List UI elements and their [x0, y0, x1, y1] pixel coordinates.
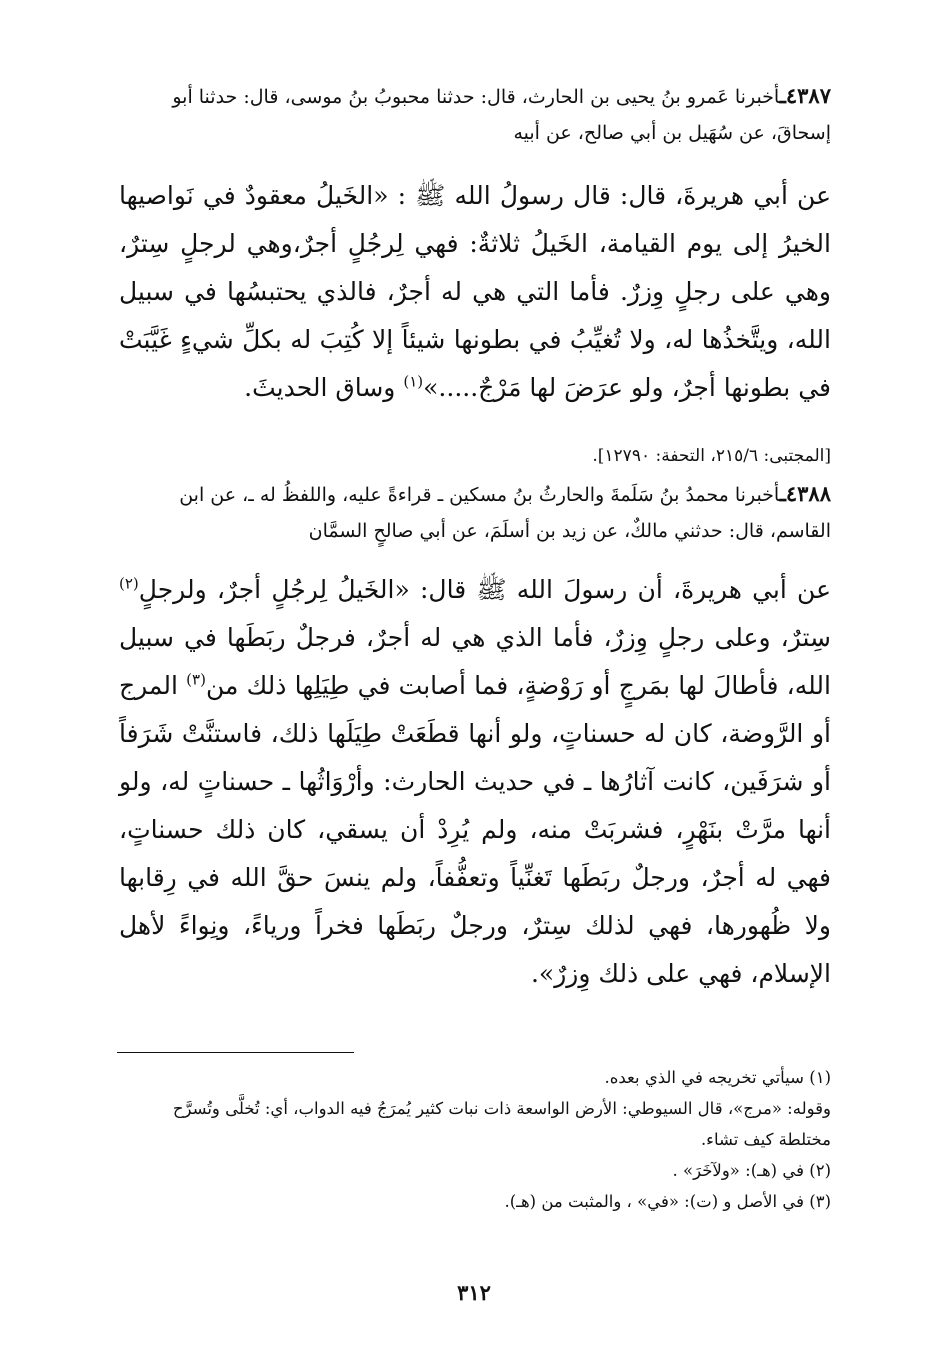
hadith-4388-number: ٤٣٨٨ـ	[779, 481, 831, 506]
footnote-2: (٢) في (هـ): «ولآخَرَ» .	[672, 1161, 831, 1180]
hadith-4387-matn-end: وساق الحديثَ.	[244, 373, 404, 402]
footnote-3: (٣) في الأصل و (ت): «في» ، والمثبت من (هـ).	[504, 1192, 831, 1211]
hadith-4388-matn: عن أبي هريرةَ، أن رسولَ الله ﷺ قال: «الخَيلُ لِرجُلٍ أجرٌ، ولرجلٍ	[138, 575, 831, 604]
footnote-ref-3: (٣)	[186, 670, 206, 689]
hadith-4388-matn-end: المرج أو الرَّوضة، كان له حسناتٍ، ولو أنها قطَعَتْ طِيَلَها ذلك، فاستنَّتْ شَرَفاً أو شرَفَين، كانت آثارُها ـ في حديث الحارث: وأرْوَاثُها ـ حسناتٍ له، ولو أنها مرَّتْ بنَهْرٍ، فشربَتْ منه، ولم يُرِدْ أن يسقي، كان ذلك حسناتٍ، فهي له أجرٌ، ورجلٌ ربَطَها تَغنِّياً وتعفُّفاً، ولم ينسَ حقَّ الله في رِقابها ولا ظُهورها، فهي لذلك سِترٌ، ورجلٌ ربَطَها فخراً ورياءً، ونِواءً لأهل الإسلام، فهي على ذلك وِزرٌ».	[119, 671, 831, 988]
hadith-4387-text	[119, 172, 831, 412]
hadith-4387-number: ٤٣٨٧ـ	[779, 83, 831, 108]
footnotes	[119, 1062, 831, 1217]
page-number: ٣١٢	[457, 1280, 491, 1305]
hadith-4388-text	[119, 566, 831, 998]
hadith-4387-reference: [المجتبى: ٢١٥/٦، التحفة: ١٢٧٩٠].	[592, 446, 831, 466]
footnote-separator	[117, 1052, 354, 1053]
hadith-4388-matn-cont: سِترٌ، وعلى رجلٍ وِزرٌ، فأما الذي هي له أجرٌ، فرجلٌ ربَطَها في سبيل الله، فأطالَ لها بمَرجٍ أو رَوْضةٍ، فما أصابت في طِيَلِها ذلك من	[119, 623, 831, 700]
hadith-4388-chain-text: أخبرنا محمدُ بنُ سَلَمةَ والحارثُ بنُ مسكين ـ قراءةً عليه، واللفظُ له ـ، عن ابن القاسم، قال: حدثني مالكٌ، عن زيد بن أسلَمَ، عن أبي صالحٍ السمَّان	[179, 484, 831, 542]
hadith-4387-chain-text: أخبرنا عَمرو بنُ يحيى بن الحارث، قال: حدثنا محبوبُ بنُ موسى، قال: حدثنا أبو إسحاقَ، عن سُهَيل بن أبي صالح، عن أبيه	[172, 86, 831, 144]
hadith-4387-chain	[119, 78, 831, 151]
footnote-ref-1: (١)	[403, 372, 424, 391]
footnote-1: (١) سيأتي تخريجه في الذي بعده.	[604, 1068, 831, 1087]
hadith-4388-chain	[119, 476, 831, 549]
hadith-4387-matn: عن أبي هريرةَ، قال: قال رسولُ الله ﷺ : «الخَيلُ معقودٌ في نَواصيها الخيرُ إلى يوم القيامة، الخَيلُ ثلاثةٌ: فهي لِرجُلٍ أجرٌ،وهي لرجلٍ سِترٌ، وهي على رجلٍ وِزرٌ. فأما التي هي له أجرٌ، فالذي يحتبسُها في سبيل الله، ويتَّخذُها له، ولا تُغيِّبُ في بطونها شيئاً إلا كُتِبَ له بكلِّ شيءٍ غَيَّبَتْ في بطونها أجرٌ، ولو عرَضَ لها مَرْجٌ.....»	[119, 181, 831, 402]
footnote-ref-2: (٢)	[119, 574, 139, 593]
footnote-1-note: وقوله: «مرج»، قال السيوطي: الأرض الواسعة ذات نبات كثير يُمرَجُ فيه الدواب، أي: تُخلَّى وتُسرَّح مختلطة كيف تشاء.	[172, 1099, 831, 1149]
